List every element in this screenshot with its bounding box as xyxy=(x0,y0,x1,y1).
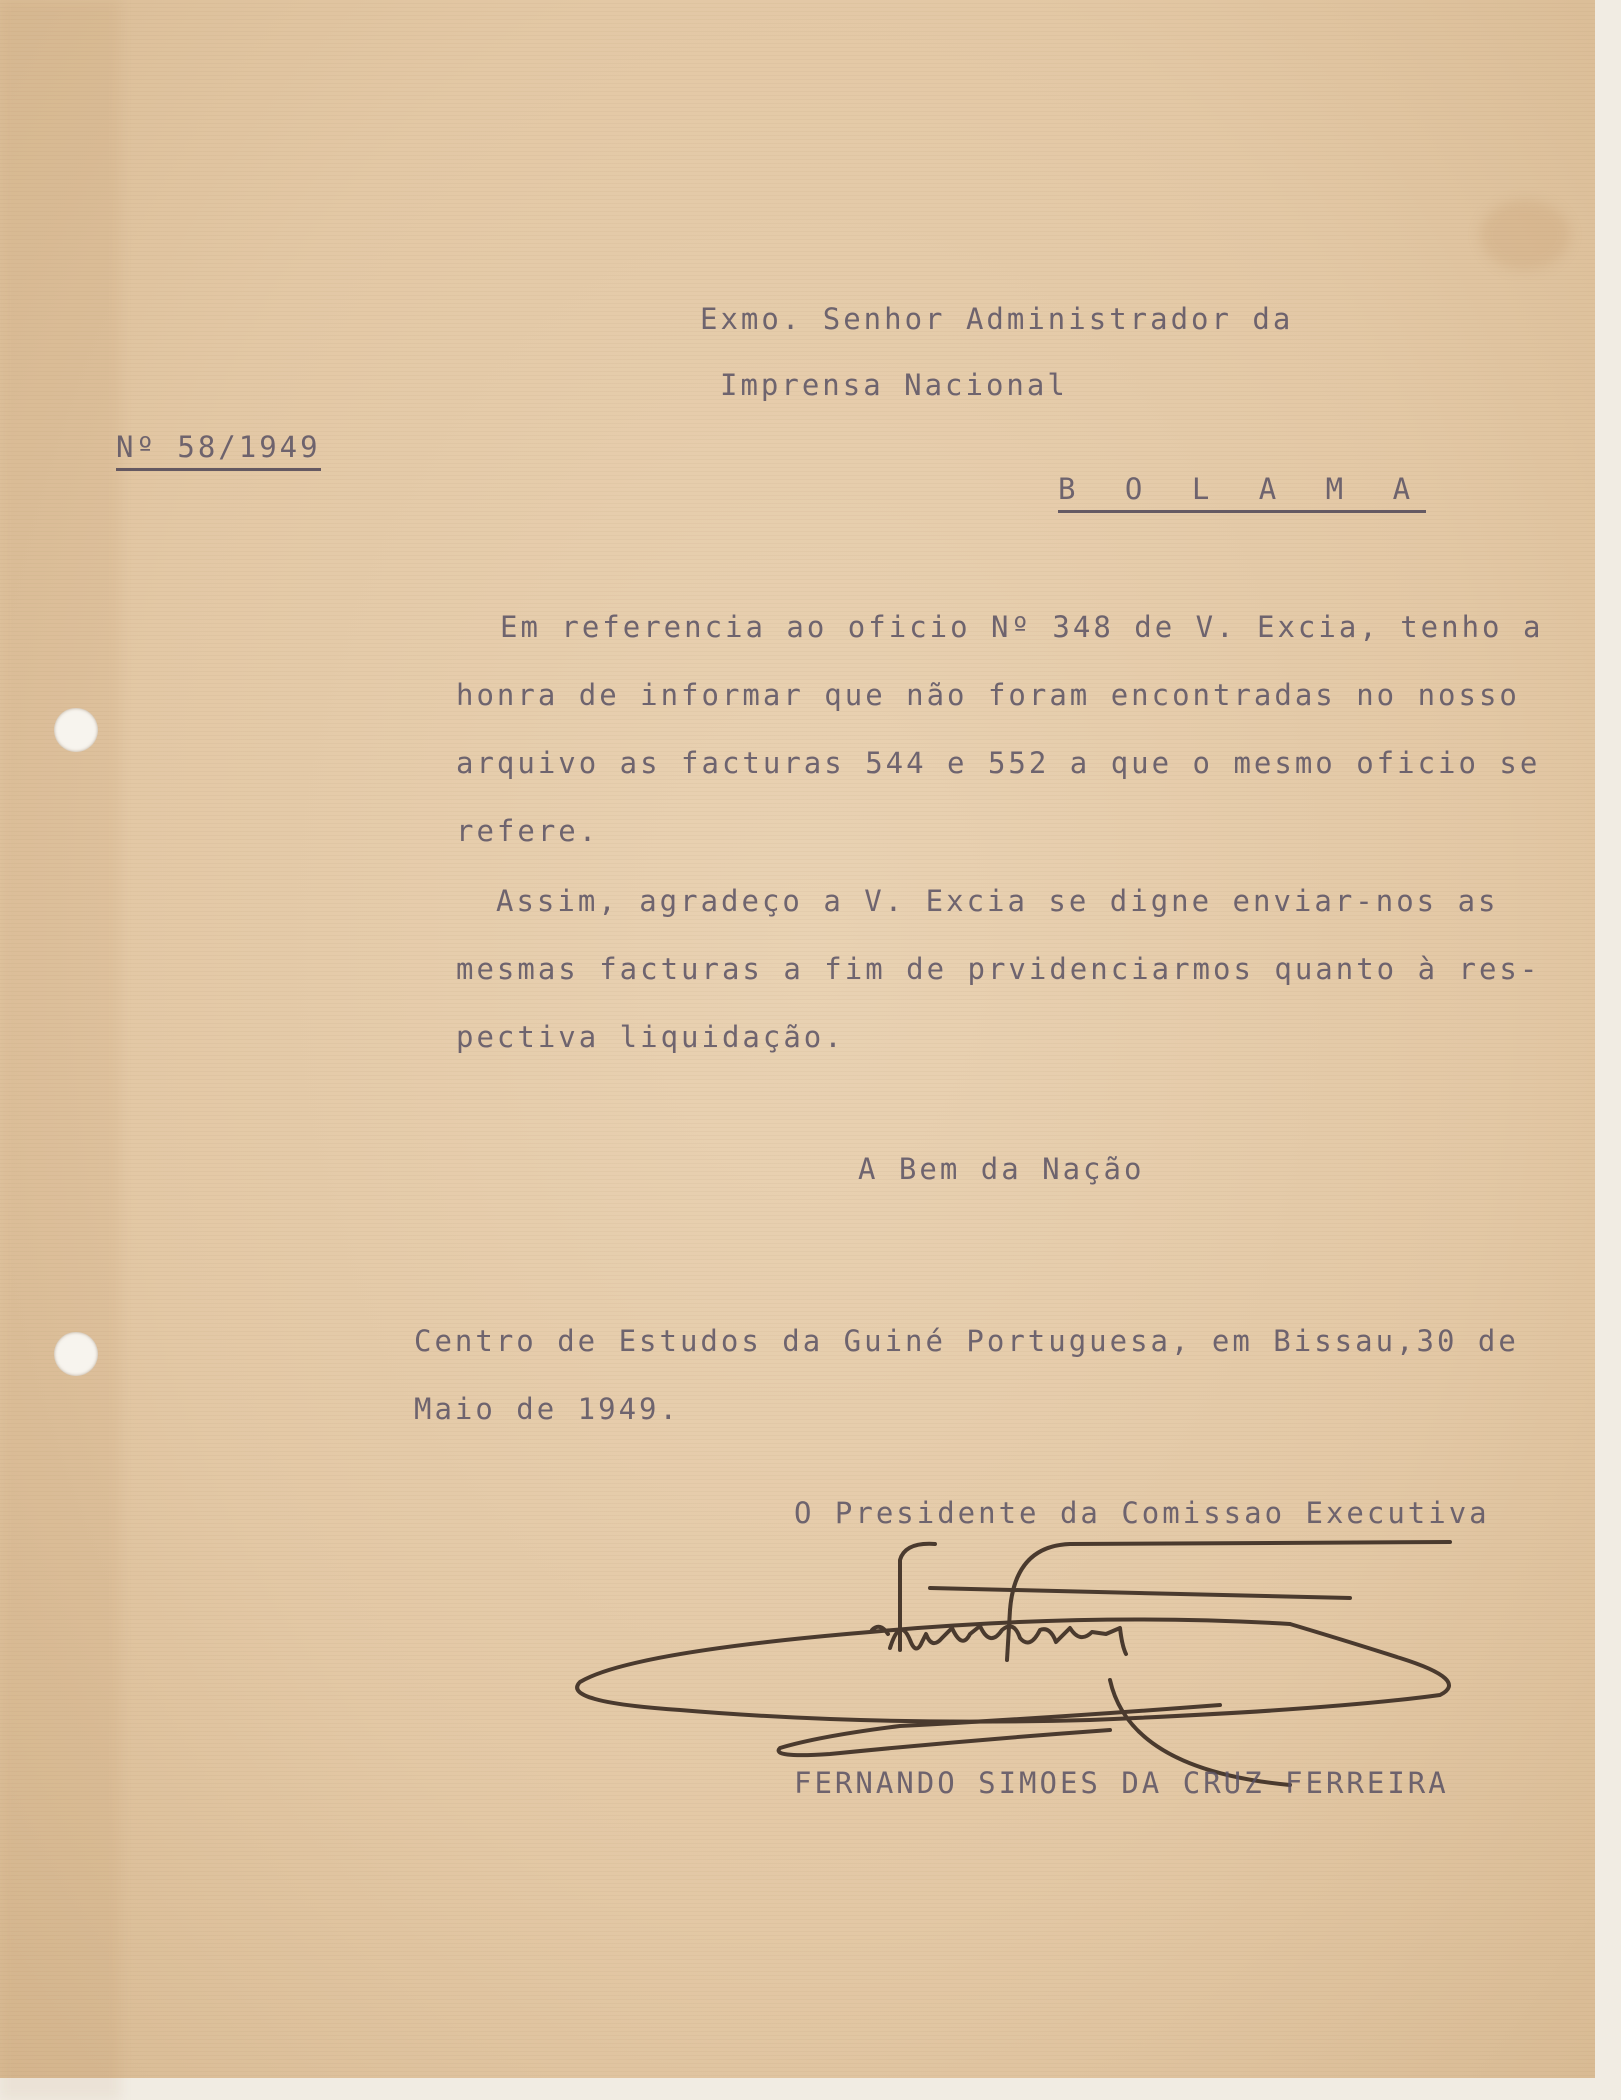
addressee-line-1: Exmo. Senhor Administrador da xyxy=(700,302,1294,336)
punch-hole-bottom xyxy=(54,1332,98,1376)
scan-border-right xyxy=(1595,0,1621,2100)
body-line: Assim, agradeço a V. Excia se digne enviar-nos as xyxy=(496,884,1499,918)
body-line: honra de informar que não foram encontradas no nosso xyxy=(456,678,1520,712)
paper-stain xyxy=(0,0,120,2100)
body-line: pectiva liquidação. xyxy=(456,1020,845,1054)
handwritten-signature xyxy=(570,1530,1470,1790)
signatory-name: FERNANDO SIMOES DA CRUZ FERREIRA xyxy=(794,1766,1449,1800)
body-line: arquivo as facturas 544 e 552 a que o mesmo oficio se xyxy=(456,746,1541,780)
reference-number: Nº 58/1949 xyxy=(116,430,321,471)
scan-border-bottom xyxy=(0,2078,1621,2100)
place-date-line: Centro de Estudos da Guiné Portuguesa, em Bissau,30 de xyxy=(414,1324,1519,1358)
signatory-title: O Presidente da Comissao Executiva xyxy=(794,1496,1490,1530)
closing-salutation: A Bem da Nação xyxy=(858,1152,1145,1186)
body-line: mesmas facturas a fim de prvidenciarmos quanto à res- xyxy=(456,952,1541,986)
place-date-line: Maio de 1949. xyxy=(414,1392,680,1426)
body-line: refere. xyxy=(456,814,600,848)
punch-hole-top xyxy=(54,708,98,752)
body-line: Em referencia ao oficio Nº 348 de V. Excia, tenho a xyxy=(500,610,1544,644)
addressee-city: B O L A M A xyxy=(1058,472,1426,513)
addressee-line-2: Imprensa Nacional xyxy=(720,368,1068,402)
paper-stain xyxy=(1480,200,1570,270)
